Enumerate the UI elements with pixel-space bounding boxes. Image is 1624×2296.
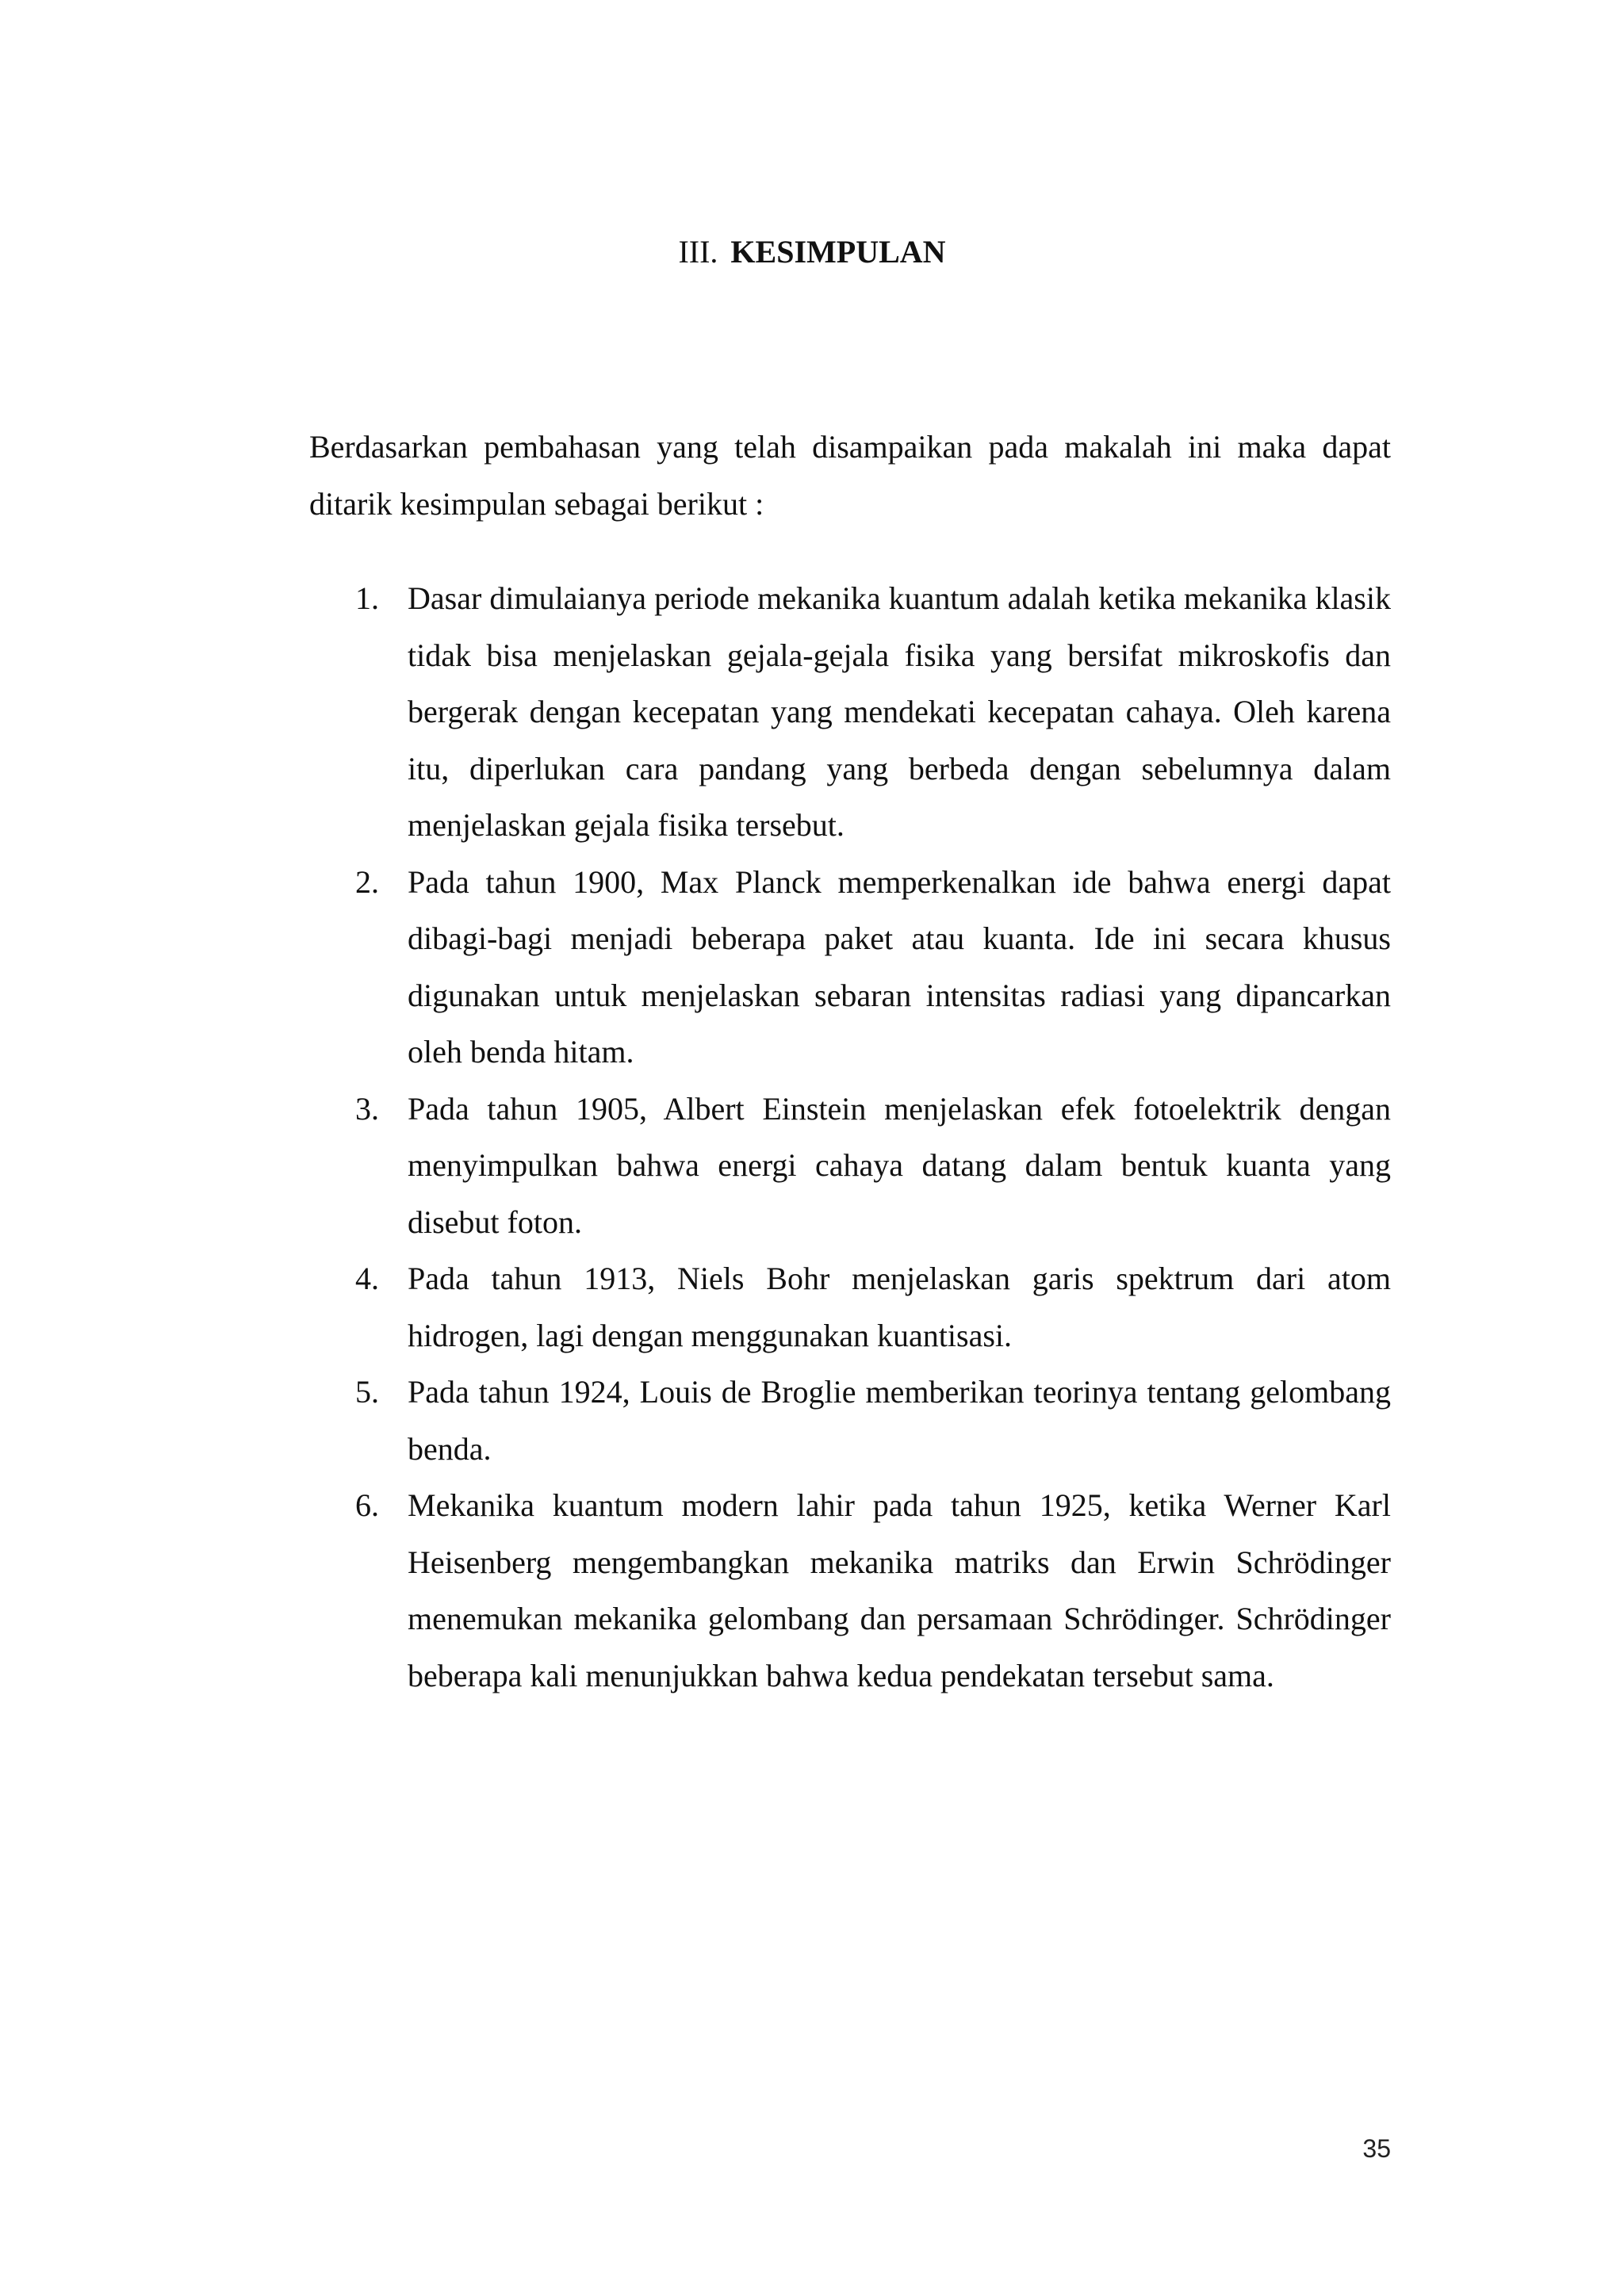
list-item <box>309 1081 1391 1251</box>
list-item-number: 1. <box>355 580 379 616</box>
list-item-text: Pada tahun 1900, Max Planck memperkenalkan ide bahwa energi dapat dibagi-bagi menjadi beberapa paket atau kuanta. Ide ini secara khusus digunakan untuk menjelaskan sebaran intensitas radiasi yang dipancarkan oleh benda hitam. <box>408 863 1391 1070</box>
list-item-number: 2. <box>355 863 379 900</box>
list-item-number: 3. <box>355 1090 379 1127</box>
list-item-number: 4. <box>355 1261 379 1296</box>
list-item-number: 6. <box>355 1487 379 1523</box>
list-item <box>309 854 1391 1081</box>
list-item-number: 5. <box>355 1374 379 1410</box>
chapter-heading <box>0 230 1624 274</box>
chapter-numeral: III. <box>678 234 718 270</box>
main-content <box>309 419 1391 1704</box>
page-number: 35 <box>1362 2134 1391 2163</box>
list-item-text: Pada tahun 1924, Louis de Broglie memberikan teorinya tentang gelombang benda. <box>408 1374 1391 1467</box>
list-item <box>309 570 1391 854</box>
list-item <box>309 1477 1391 1704</box>
list-item <box>309 1250 1391 1364</box>
chapter-title: KESIMPULAN <box>730 234 946 270</box>
conclusion-list <box>309 570 1391 1704</box>
list-item-text: Mekanika kuantum modern lahir pada tahun 1925, ketika Werner Karl Heisenberg mengembangkan mekanika matriks dan Erwin Schrödinger menemukan mekanika gelombang dan persamaan Schrödinger. Schrödinger beberapa kali menunjukkan bahwa kedua pendekatan tersebut sama. <box>408 1487 1391 1693</box>
list-item-text: Dasar dimulaianya periode mekanika kuantum adalah ketika mekanika klasik tidak bisa menjelaskan gejala-gejala fisika yang bersifat mikroskofis dan bergerak dengan kecepatan yang mendekati kecepatan cahaya. Oleh karena itu, diperlukan cara pandang yang berbeda dengan sebelumnya dalam menjelaskan gejala fisika tersebut. <box>408 580 1391 843</box>
intro-paragraph: Berdasarkan pembahasan yang telah disampaikan pada makalah ini maka dapat ditarik kesimpulan sebagai berikut : <box>309 429 1391 522</box>
list-item-text: Pada tahun 1913, Niels Bohr menjelaskan garis spektrum dari atom hidrogen, lagi dengan menggunakan kuantisasi. <box>408 1261 1391 1353</box>
list-item <box>309 1364 1391 1477</box>
list-item-text: Pada tahun 1905, Albert Einstein menjelaskan efek fotoelektrik dengan menyimpulkan bahwa energi cahaya datang dalam bentuk kuanta yang disebut foton. <box>408 1090 1391 1240</box>
